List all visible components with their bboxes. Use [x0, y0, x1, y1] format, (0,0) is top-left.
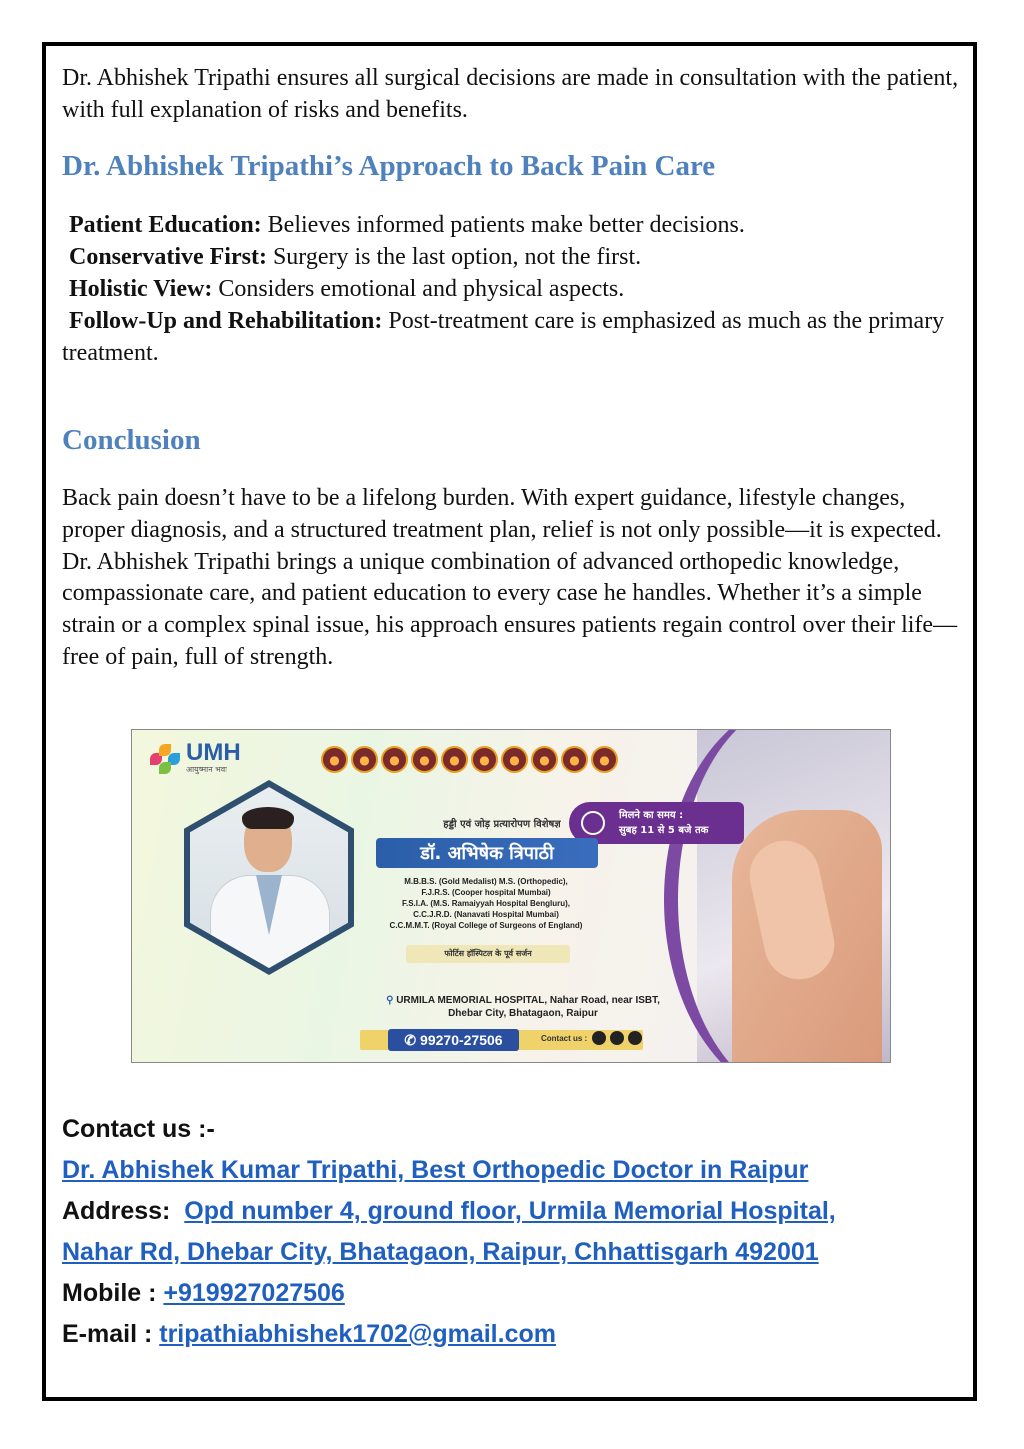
email-label: E-mail :: [62, 1320, 153, 1348]
approach-heading: Dr. Abhishek Tripathi’s Approach to Back Pain Care: [62, 150, 716, 182]
mobile-link[interactable]: +919927027506: [163, 1279, 345, 1307]
contact-heading: Contact us :-: [62, 1115, 215, 1143]
conclusion-heading: Conclusion: [62, 424, 201, 456]
approach-item-text: Post-treatment care is emphasized as much as the primary treatment.: [62, 308, 945, 366]
conclusion-paragraph: Back pain doesn’t have to be a lifelong burden. With expert guidance, lifestyle changes, proper diagnosis, and a structured treatment plan, relief is not only possible—it is expected. Dr. Abhishek Tripathi brings a unique combination of advanced orthopedic knowledge, compassionate care, and patient education to every case he handles. Whether it’s a simple strain or a complex spinal issue, his approach ensures patients regain control over their life—free of pain, full of strength.: [62, 485, 958, 670]
whatsapp-icon: [628, 1031, 642, 1045]
approach-item-label: Holistic View:: [69, 276, 213, 302]
joint-icon: ●: [411, 746, 438, 773]
email-link[interactable]: tripathiabhishek1702@gmail.com: [159, 1320, 556, 1348]
joint-icons-row: [321, 746, 618, 773]
approach-item-follow-up: [62, 305, 967, 369]
approach-item-text: Considers emotional and physical aspects.: [212, 276, 625, 302]
joint-icon: ●: [531, 746, 558, 773]
joint-icon: ●: [471, 746, 498, 773]
address-link-line2[interactable]: Nahar Rd, Dhebar City, Bhatagaon, Raipur, Chhattisgarh 492001: [62, 1238, 819, 1266]
visiting-hours-value: सुबह 11 से 5 बजे तक: [619, 825, 709, 836]
approach-item-patient-education: [69, 209, 967, 241]
doctor-specialty: हड्डी एवं जोड़ प्रत्यारोपण विशेषज्ञ: [443, 819, 561, 830]
instagram-icon: [610, 1031, 624, 1045]
umh-logo-name: UMH: [186, 739, 241, 766]
joint-icon: ●: [591, 746, 618, 773]
address-label: Address:: [62, 1197, 171, 1225]
approach-item-label: Patient Education:: [69, 212, 262, 238]
qualification-line: F.J.R.S. (Cooper hospital Mumbai): [421, 888, 551, 897]
joint-icon: ●: [561, 746, 588, 773]
joint-icon: ●: [351, 746, 378, 773]
contact-email-row: [62, 1320, 556, 1349]
visiting-hours-title: मिलने का समय :: [619, 810, 684, 821]
banner-phone: ✆ 99270-27506: [388, 1029, 519, 1051]
intro-paragraph: Dr. Abhishek Tripathi ensures all surgical decisions are made in consultation with the patient, with full explanation of risks and benefits.: [62, 65, 959, 123]
facebook-icon: [592, 1031, 606, 1045]
joint-icon: ●: [381, 746, 408, 773]
doctor-name-hindi: डॉ. अभिषेक त्रिपाठी: [376, 838, 598, 868]
address-link[interactable]: Opd number 4, ground floor, Urmila Memorial Hospital,: [184, 1197, 836, 1225]
contact-doctor-row: [62, 1156, 808, 1185]
umh-logo-icon: [150, 744, 180, 774]
doctor-profile-link[interactable]: Dr. Abhishek Kumar Tripathi, Best Orthopedic Doctor in Raipur: [62, 1156, 809, 1184]
banner-address-line: URMILA MEMORIAL HOSPITAL, Nahar Road, near ISBT,: [396, 995, 660, 1006]
location-pin-icon: ⚲: [386, 995, 397, 1006]
umh-logo-tagline: आयुष्मान भवः: [186, 765, 227, 774]
banner-address-line: Dhebar City, Bhatagaon, Raipur: [448, 1008, 598, 1019]
qualification-line: F.S.I.A. (M.S. Ramaiyyah Hospital Bengluru),: [401, 899, 571, 908]
approach-item-text: Surgery is the last option, not the first.: [266, 244, 642, 270]
joint-icon: ●: [441, 746, 468, 773]
joint-icon: ●: [321, 746, 348, 773]
umh-logo: [150, 739, 241, 775]
approach-item-label: Conservative First:: [69, 244, 267, 270]
approach-list: [62, 209, 967, 369]
banner-address: [358, 994, 688, 1020]
banner-phone-number: 99270-27506: [420, 1032, 503, 1048]
approach-item-holistic-view: [69, 273, 967, 305]
contact-mobile-row: [62, 1279, 345, 1308]
hospital-banner-image: [131, 729, 891, 1063]
contact-address-row: [62, 1197, 836, 1226]
approach-item-text: Believes informed patients make better decisions.: [261, 212, 745, 238]
qualification-line: M.B.B.S. (Gold Medalist) M.S. (Orthopedic),: [404, 877, 568, 886]
former-surgeon-note: फोर्टिस हॉस्पिटल के पूर्व सर्जन: [406, 945, 570, 963]
social-icons: [592, 1031, 642, 1045]
banner-contact-label: Contact us :: [541, 1034, 588, 1043]
approach-item-conservative-first: [69, 241, 967, 273]
approach-item-label: Follow-Up and Rehabilitation:: [69, 308, 383, 334]
qualification-line: C.C.J.R.D. (Nanavati Hospital Mumbai): [413, 910, 559, 919]
mobile-label: Mobile :: [62, 1279, 157, 1307]
contact-address-row-2: [62, 1238, 819, 1267]
joint-icon: ●: [501, 746, 528, 773]
doctor-qualifications: [367, 876, 605, 931]
qualification-line: C.C.M.M.T. (Royal College of Surgeons of England): [389, 921, 583, 930]
